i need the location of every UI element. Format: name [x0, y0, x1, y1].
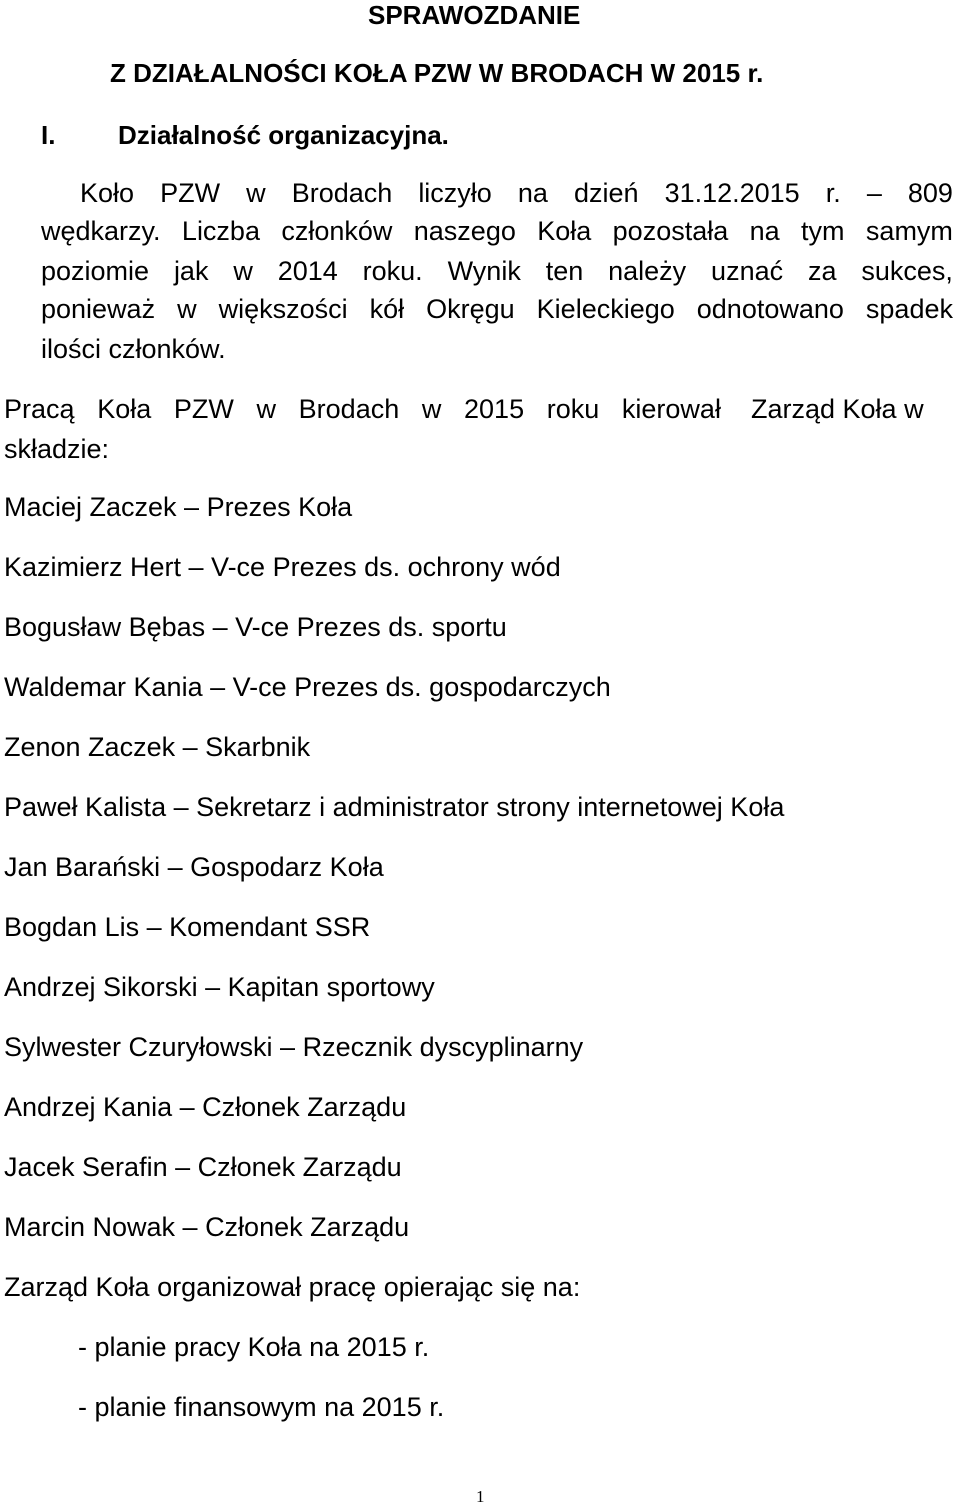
- word: ponieważ: [41, 294, 156, 324]
- document-title: SPRAWOZDANIE: [368, 0, 581, 30]
- word: Kieleckiego: [536, 294, 675, 324]
- intro-word: liczyło: [418, 178, 492, 208]
- word: ten: [545, 256, 584, 286]
- word: Wynik: [447, 256, 521, 286]
- intro-word: Brodach: [291, 178, 393, 208]
- board-member: Maciej Zaczek – Prezes Koła: [4, 492, 353, 522]
- word: należy: [608, 256, 687, 286]
- word: pozostała: [612, 216, 729, 246]
- word: Okręgu: [426, 294, 515, 324]
- word: roku: [546, 394, 600, 424]
- word: za: [807, 256, 837, 286]
- word: w: [421, 394, 442, 424]
- word: sukces,: [861, 256, 953, 286]
- board-intro-line-2: składzie:: [4, 434, 110, 464]
- board-member: Waldemar Kania – V-ce Prezes ds. gospodarczych: [4, 672, 611, 702]
- board-intro-right: Zarząd Koła w: [751, 394, 924, 424]
- board-member: Bogdan Lis – Komendant SSR: [4, 912, 371, 942]
- word: na: [749, 216, 780, 246]
- board-member: Andrzej Sikorski – Kapitan sportowy: [4, 972, 435, 1002]
- word: uznać: [711, 256, 784, 286]
- word: odnotowano: [696, 294, 844, 324]
- word: kierował: [621, 394, 721, 424]
- word: wędkarzy.: [41, 216, 161, 246]
- word: w: [177, 294, 197, 324]
- intro-line-3: [41, 256, 953, 286]
- intro-line-4: [41, 294, 953, 324]
- word: w: [256, 394, 277, 424]
- word: członków: [281, 216, 393, 246]
- board-member: Kazimierz Hert – V-ce Prezes ds. ochrony wód: [4, 552, 561, 582]
- intro-line-5: ilości członków.: [41, 334, 226, 364]
- word: samym: [865, 216, 953, 246]
- intro-word: PZW: [160, 178, 221, 208]
- word: Koła: [537, 216, 592, 246]
- word: Brodach: [298, 394, 400, 424]
- document-subtitle: Z DZIAŁALNOŚCI KOŁA PZW W BRODACH W 2015 r.: [110, 58, 764, 88]
- board-member: Sylwester Czuryłowski – Rzecznik dyscyplinarny: [4, 1032, 584, 1062]
- intro-word: –: [866, 178, 882, 208]
- organization-item: - planie finansowym na 2015 r.: [78, 1392, 445, 1422]
- intro-word: 31.12.2015: [664, 178, 800, 208]
- word: Koła: [97, 394, 152, 424]
- board-member: Jacek Serafin – Członek Zarządu: [4, 1152, 402, 1182]
- word: spadek: [865, 294, 953, 324]
- board-member: Marcin Nowak – Członek Zarządu: [4, 1212, 410, 1242]
- word: w: [233, 256, 253, 286]
- word: 2015: [464, 394, 525, 424]
- board-intro-left: [4, 394, 721, 424]
- word: jak: [173, 256, 209, 286]
- intro-word: w: [246, 178, 266, 208]
- organization-intro: Zarząd Koła organizował pracę opierając się na:: [4, 1272, 581, 1302]
- section-title: Działalność organizacyjna.: [118, 120, 449, 150]
- word: kół: [369, 294, 405, 324]
- board-member: Zenon Zaczek – Skarbnik: [4, 732, 311, 762]
- intro-line-2: [41, 216, 953, 246]
- section-number: I.: [41, 120, 56, 150]
- word: naszego: [413, 216, 516, 246]
- intro-word: r.: [825, 178, 841, 208]
- word: tym: [801, 216, 845, 246]
- organization-item: - planie pracy Koła na 2015 r.: [78, 1332, 430, 1362]
- intro-word: na: [517, 178, 548, 208]
- word: Liczba: [181, 216, 260, 246]
- board-member: Jan Barański – Gospodarz Koła: [4, 852, 384, 882]
- word: roku.: [362, 256, 423, 286]
- page-number: 1: [476, 1487, 485, 1506]
- intro-word: 809: [907, 178, 953, 208]
- word: 2014: [277, 256, 338, 286]
- word: większości: [218, 294, 348, 324]
- board-member: Andrzej Kania – Członek Zarządu: [4, 1092, 407, 1122]
- intro-line-1: [80, 178, 953, 208]
- word: PZW: [173, 394, 234, 424]
- board-member: Paweł Kalista – Sekretarz i administrator strony internetowej Koła: [4, 792, 785, 822]
- word: poziomie: [41, 256, 150, 286]
- word: Pracą: [4, 394, 75, 424]
- intro-word: Koło: [80, 178, 135, 208]
- intro-word: dzień: [573, 178, 639, 208]
- board-member: Bogusław Bębas – V-ce Prezes ds. sportu: [4, 612, 507, 642]
